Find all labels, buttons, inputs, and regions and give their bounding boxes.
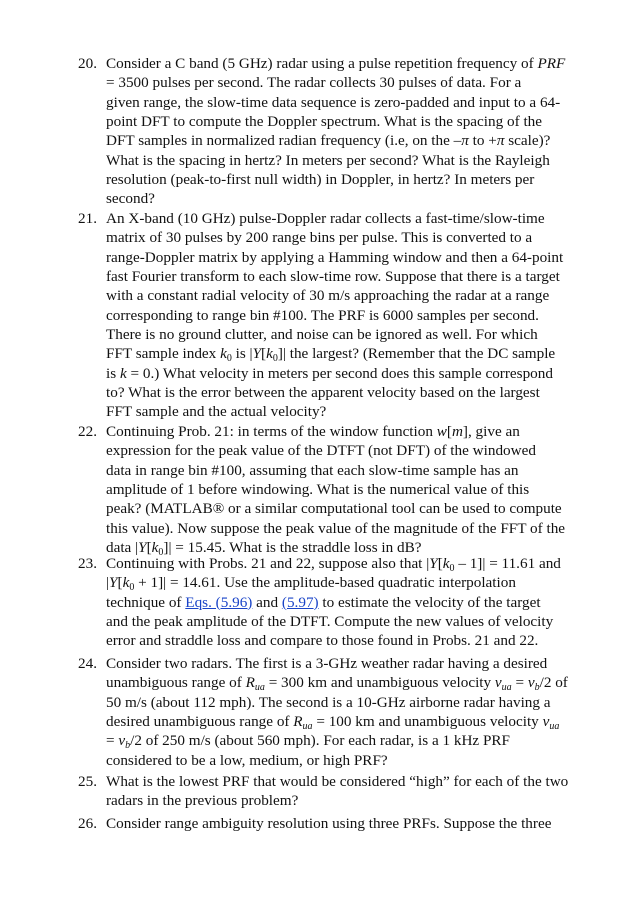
text-line: peak? (MATLAB® or a similar computational tool can be used to compute (106, 500, 562, 518)
problem-text (106, 209, 590, 422)
text-line: What is the lowest PRF that would be considered “high” for each of the two (106, 773, 569, 790)
equation-link[interactable]: (5.97) (281, 593, 319, 611)
text-line: point DFT to compute the Doppler spectrum. What is the spacing of the (106, 113, 542, 131)
text-line: Consider range ambiguity resolution using three PRFs. Suppose the three (106, 815, 552, 832)
text-line: error and straddle loss and compare to those found in Probs. 21 and 22. (106, 632, 539, 650)
text-line: given range, the slow-time data sequence is zero-padded and input to a 64- (106, 93, 561, 111)
problem-text (106, 54, 590, 209)
text-line: this value). Now suppose the peak value of the magnitude of the FFT of the (106, 519, 566, 537)
text-line: considered to be a low, medium, or high PRF? (106, 751, 388, 769)
problem-number: 24. (78, 655, 97, 672)
problem-text (106, 772, 590, 811)
problem-text (106, 554, 590, 651)
text-line: FFT sample and the actual velocity? (106, 403, 327, 421)
text-line: What is the spacing in hertz? In meters per second? What is the Rayleigh (106, 151, 550, 169)
text-line: There is no ground clutter, and noise can be ignored as well. For which (106, 326, 538, 344)
text-line: corresponding to range bin #100. The PRF is 6000 samples per second. (106, 306, 539, 324)
text-line: unambiguous range of $R_{ua} = 300$ km and unambiguous velocity $v_{ua} = v_b/2$ of (106, 674, 568, 694)
text-line: technique of Eqs. (5.96) and (5.97) to estimate the velocity of the target (106, 593, 541, 611)
text-line: amplitude of 1 before windowing. What is the numerical value of this (106, 481, 530, 499)
problem-number: 22. (78, 423, 97, 440)
text-line: DFT samples in normalized radian frequency (i.e, on the –π to +π scale)? (106, 132, 551, 150)
text-line: 50 m/s (about 112 mph). The second is a 10-GHz airborne radar having a (106, 693, 551, 711)
text-line: Continuing Prob. 21: in terms of the window function w[m], give an (106, 423, 520, 440)
text-line: Continuing with Probs. 21 and 22, suppose also that $|Y[k_0 - 1]| = 11.61$ and (106, 555, 561, 574)
text-line: fast Fourier transform to each slow-time row. Suppose that there is a target (106, 268, 560, 286)
text-line: Consider two radars. The first is a 3-GHz weather radar having a desired (106, 655, 548, 672)
text-line: and the peak amplitude of the DTFT. Compute the new values of velocity (106, 613, 554, 631)
problem-number: 21. (78, 210, 97, 227)
text-line: is k = 0.) What velocity in meters per second does this sample correspond (106, 364, 553, 382)
text-line: expression for the peak value of the DTFT (not DFT) of the windowed (106, 442, 536, 460)
text-line: FFT sample index $k_0$ is $|Y[k_0]|$ the largest? (Remember that the DC sample (106, 345, 556, 365)
problem-text (106, 422, 590, 557)
problem-number: 25. (78, 773, 97, 790)
text-line: = 3500 pulses per second. The radar collects 30 pulses of data. For a (106, 74, 522, 92)
text-line: data $|Y[k_0]| = 15.45$. What is the straddle loss in dB? (106, 539, 422, 559)
text-line: An X-band (10 GHz) pulse-Doppler radar collects a fast-time/slow-time (106, 210, 545, 227)
text-line: matrix of 30 pulses by 200 range bins per pulse. This is converted to a (106, 229, 533, 247)
text-line: Consider a C band (5 GHz) radar using a pulse repetition frequency of PRF (106, 55, 566, 72)
problem-text (106, 654, 590, 770)
text-line: data in range bin #100, assuming that each slow-time sample has an (106, 461, 519, 479)
equation-link[interactable]: Eqs. (5.96) (185, 593, 253, 611)
text-line: resolution (peak-to-first null width) in Doppler, in hertz? In meters per (106, 171, 535, 189)
problem-number: 26. (78, 815, 97, 832)
text-line: range-Doppler matrix by applying a Hamming window and then a 64-point (106, 248, 564, 266)
problem-number: 23. (78, 555, 97, 572)
text-line: to? What is the error between the apparent velocity based on the largest (106, 384, 540, 402)
text-line: $|Y[k_0 + 1]| = 14.61$. Use the amplitude-based quadratic interpolation (106, 574, 516, 594)
text-line: radars in the previous problem? (106, 792, 299, 810)
text-line: desired unambiguous range of $R_{ua} = 100$ km and unambiguous velocity $v_{ua}$ (106, 713, 560, 733)
problem-text (106, 814, 590, 833)
text-line: with a constant radial velocity of 30 m/s approaching the radar at a range (106, 287, 550, 305)
text-line: second? (106, 190, 155, 208)
problem-number: 20. (78, 55, 97, 72)
text-line: = $v_b/2$ of 250 m/s (about 560 mph). For each radar, is a 1 kHz PRF (106, 732, 510, 752)
